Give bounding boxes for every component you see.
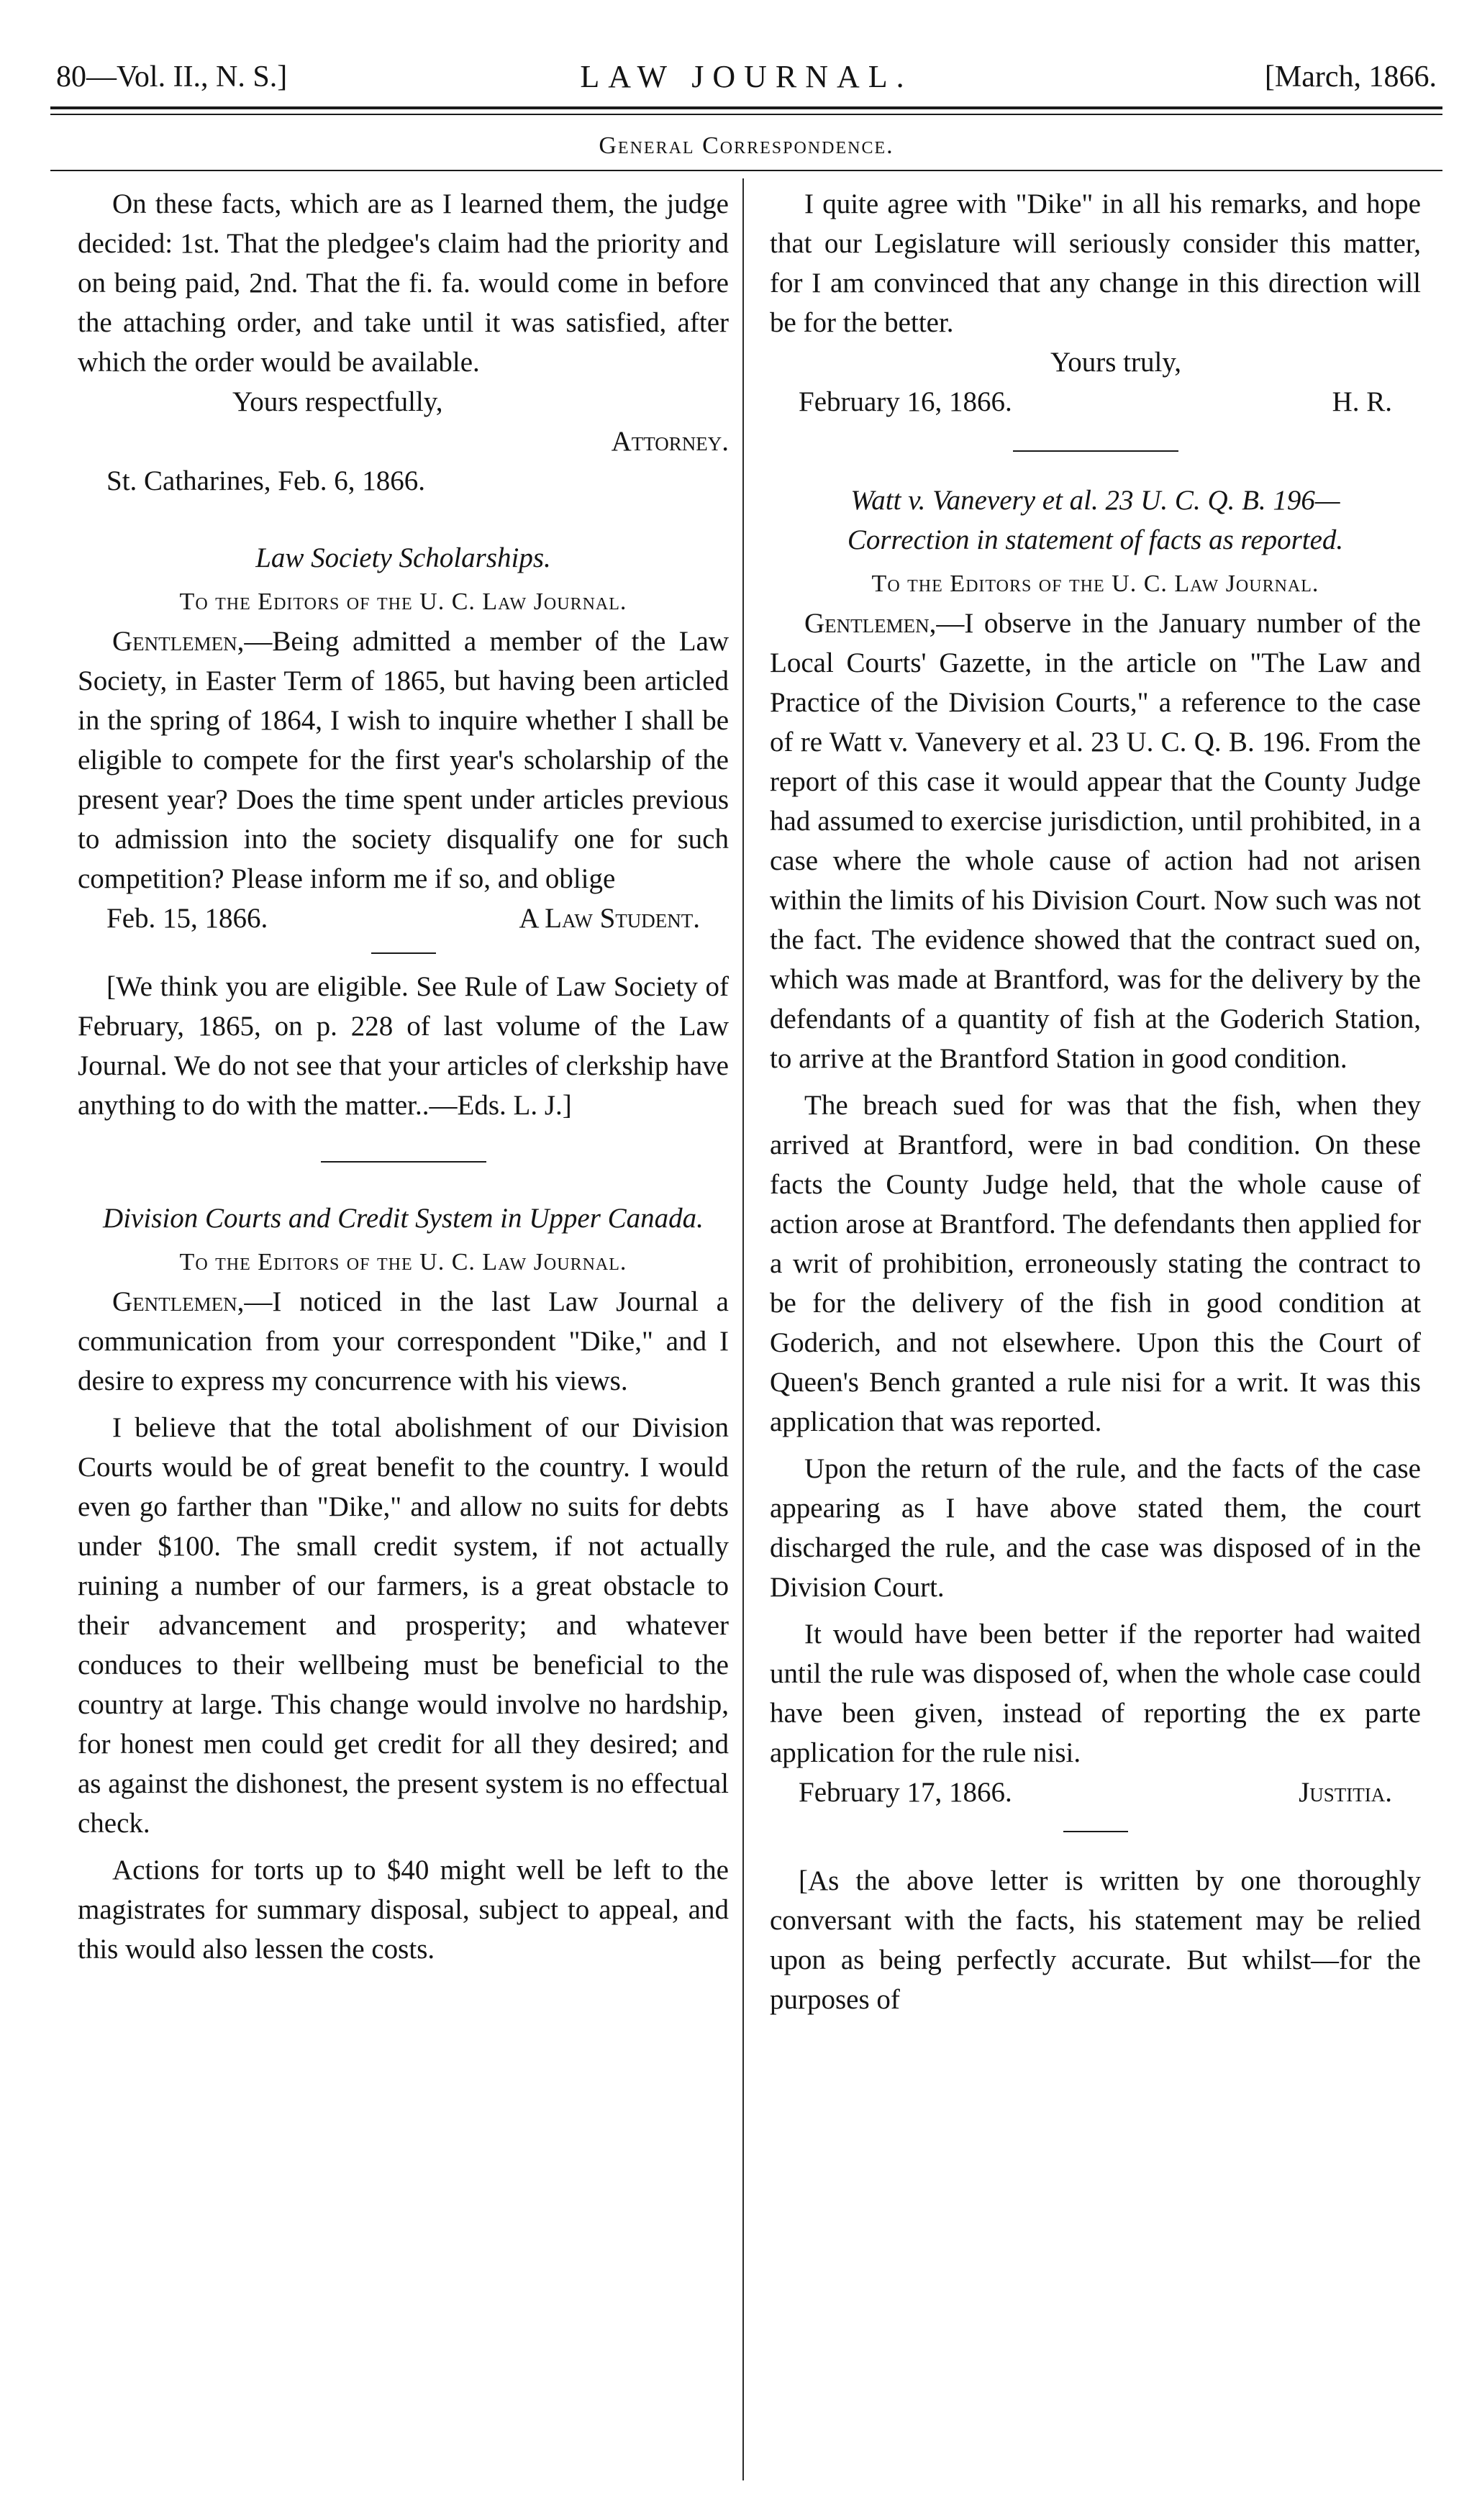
continuation-paragraph: I quite agree with "Dike" in all his remarks, and hope that our Legislature will seriously consider this matter, for I am convinced that any change in this direction will be for the better.	[770, 188, 1421, 338]
letter-paragraph: Actions for torts up to $40 might well be left to the magistrates for summary disposal, subject to appeal, and this would also lessen the costs.	[78, 1855, 729, 1965]
closing-line: Yours truly,	[1050, 347, 1182, 378]
letter-footer	[799, 382, 1421, 422]
letter-signature: H. R.	[1332, 386, 1392, 417]
letter-signature: Justitia.	[1299, 1777, 1392, 1808]
salutation: Gentlemen,	[112, 626, 245, 657]
letter-heading: Division Courts and Credit System in Upper Canada.	[103, 1203, 704, 1234]
letter-signature: A Law Student.	[519, 903, 700, 934]
section-separator	[321, 1161, 486, 1163]
letter-paragraph	[78, 1282, 729, 1401]
letter-text: —I observe in the January number of the Local Courts' Gazette, in the article on "The Law and Practice of the Division Courts," a reference to the case of re Watt v. Vanevery et al. 23 U. C. Q. B. 196. From the report of this case it would appear that the County Judge had assumed to exercise jurisdiction, until prohibited, in a case where the whole cause of action had not arisen within the limits of his Division Court. Now such was not the fact. The evidence showed that the contract sued on, which was made at Brantford, was for the delivery by the defendants of a quantity of fish at the Goderich Station, to arrive at the Brantford Station in good condition.	[770, 608, 1421, 1074]
journal-page	[50, 42, 1442, 2502]
section-separator	[1013, 450, 1178, 452]
letter-footer	[799, 1773, 1421, 1812]
letter-heading: Law Society Scholarships.	[255, 542, 551, 573]
editor-note: [We think you are eligible. See Rule of Law Society of February, 1865, on p. 228 of last volume of the Law Journal. We do not see that your articles of clerkship have anything to do with the matter..—Eds. L. J.]	[78, 971, 729, 1121]
letter-text: —Being admitted a member of the Law Society, in Easter Term of 1865, but having been articled in the spring of 1864, I wish to inquire whether I shall be eligible to compete for the first year's scholarship of the present year? Does the time spent under articles previous to admission into the society disqualify one for such competition? Please inform me if so, and oblige	[78, 626, 729, 894]
continuation-paragraph: On these facts, which are as I learned them, the judge decided: 1st. That the pledgee's claim had the priority and on being paid, 2nd. That the fi. fa. would come in before the attaching order, and take until it was satisfied, after which the order would be available.	[78, 188, 729, 378]
addressee-line: To the Editors of the U. C. Law Journal.	[179, 1249, 627, 1275]
addressee-line: To the Editors of the U. C. Law Journal.	[179, 588, 627, 615]
letter-paragraph	[770, 604, 1421, 1078]
salutation: Gentlemen,	[112, 1286, 245, 1317]
section-title: General Correspondence.	[599, 132, 894, 159]
letter-body	[78, 622, 729, 899]
letter-paragraph: I believe that the total abolishment of our Division Courts would be of great benefit to the country. I would even go farther than "Dike," and allow no suits for debts under $100. The small credit system, if not actually ruining a number of our farmers, is a great obstacle to their advancement and prosperity; and whatever conduces to their wellbeing must be beneficial to the country at large. This change would involve no hardship, for honest men could get credit for all they desired; and as against the dishonest, the present system is no effectual check.	[78, 1412, 729, 1839]
letter-text: —I noticed in the last Law Journal a communication from your correspondent "Dike," and I desire to express my concurrence with his views.	[78, 1286, 729, 1396]
short-rule	[1063, 1831, 1128, 1832]
header-rule-bottom	[50, 114, 1442, 115]
section-rule	[50, 170, 1442, 171]
journal-title: LAW JOURNAL.	[580, 59, 913, 94]
letter-paragraph: The breach sued for was that the fish, when they arrived at Brantford, were in bad condition. On these facts the County Judge held, that the whole cause of action arose at Brantford. The defendants then applied for a writ of prohibition, erroneously stating the contract to be for the delivery of the fish in good condition at Goderich, and not elsewhere. Upon this the Court of Queen's Bench granted a rule nisi for a writ. It was this application that was reported.	[770, 1090, 1421, 1437]
letter-heading-line2: Correction in statement of facts as reported.	[847, 524, 1344, 555]
addressee-line: To the Editors of the U. C. Law Journal.	[871, 570, 1319, 597]
letter-date: February 16, 1866.	[799, 386, 1012, 417]
letter-date: February 17, 1866.	[799, 1777, 1012, 1808]
closing-line: Yours respectfully,	[232, 386, 443, 417]
right-column	[770, 184, 1421, 2019]
issue-date: [March, 1866.	[1264, 60, 1437, 94]
signature: Attorney.	[611, 426, 729, 457]
salutation: Gentlemen,	[804, 608, 937, 639]
left-column	[78, 184, 729, 1969]
masthead	[50, 52, 1442, 102]
page-volume-label: 80—Vol. II., N. S.]	[56, 60, 288, 94]
letter-paragraph: Upon the return of the rule, and the facts of the case appearing as I have above stated them, the court discharged the rule, and the case was disposed of in the Division Court.	[770, 1453, 1421, 1603]
letter-heading-line1: Watt v. Vanevery et al. 23 U. C. Q. B. 196—	[850, 485, 1340, 516]
column-divider	[742, 178, 744, 2480]
letter-date: Feb. 15, 1866.	[106, 903, 268, 934]
dateline: St. Catharines, Feb. 6, 1866.	[106, 465, 426, 496]
short-rule	[371, 952, 436, 954]
letter-footer	[106, 899, 729, 938]
editor-note: [As the above letter is written by one thoroughly conversant with the facts, his statement may be relied upon as being perfectly accurate. But whilst—for the purposes of	[770, 1865, 1421, 2015]
letter-paragraph: It would have been better if the reporter had waited until the rule was disposed of, when the whole case could have been given, instead of reporting the ex parte application for the rule nisi.	[770, 1619, 1421, 1768]
header-rule-top	[50, 106, 1442, 109]
